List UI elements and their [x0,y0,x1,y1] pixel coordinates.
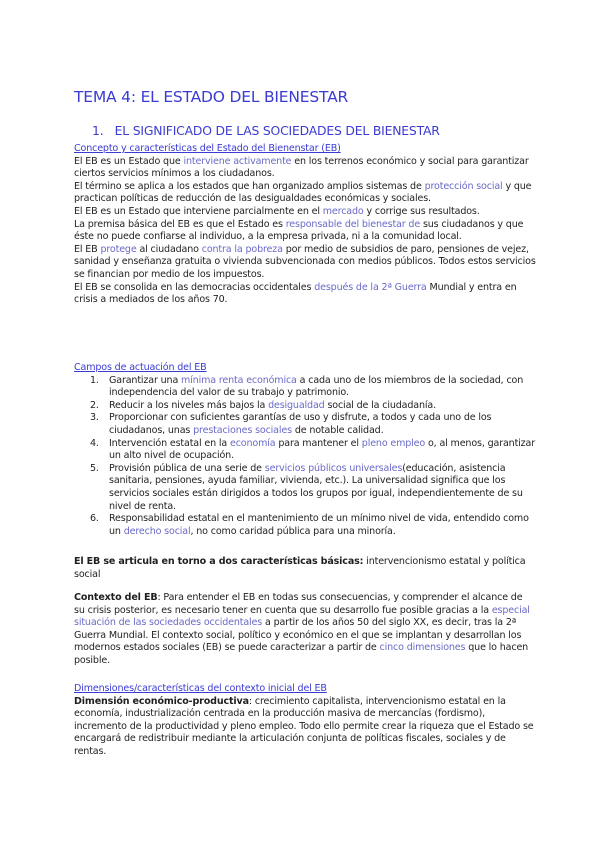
highlight: responsable del bienestar de [285,218,421,230]
section-heading [92,123,440,138]
concepto-paragraph-3: El EB es un Estado que interviene parcialmente en el mercado y corrige sus resultados. [74,205,480,217]
list-item: 5. Provisión pública de una serie de servicios públicos universales(educación, asistencia sanitaria, pensiones, ayuda familiar, vivienda, etc.). La universalidad significa que los servicios sociales están dirigidos a todos los grupos por igual, independientemente de su nivel de renta. [90,462,523,512]
highlight: protege [100,243,137,255]
campos-heading: Campos de actuación del EB [74,362,207,373]
campos-section [74,362,536,538]
concepto-paragraph-2: El término se aplica a los estados que han organizado amplios sistemas de protección social y que practican políticas de reducción de las desigualdades económicas y sociales. [74,180,532,205]
contexto-paragraph: Contexto del EB: Para entender el EB en todas sus consecuencias, y comprender el alcance de su crisis posterior, es necesario tener en cuenta que su desarrollo fue posible gracias a la especial situación de las sociedades occidentales a partir de los años 50 del siglo XX, es decir, tras la 2ª Guerra Mundial. El contexto social, político y económico en el que se implantan y desarrollan los modernos estados sociales (EB) se puede caracterizar a partir de cinco dimensiones que lo hacen posible. [74,592,530,666]
highlight: mercado [322,205,364,217]
highlight: después de la 2ª Guerra [314,281,427,293]
section-title: EL SIGNIFICADO DE LAS SOCIEDADES DEL BIENESTAR [114,123,440,138]
dimensiones-paragraph: Dimensión económico-productiva: crecimiento capitalista, intervencionismo estatal en la economía, industrialización centrada en la producción masiva de mercancías (fordismo), incremento de la productividad y pleno empleo. Todo ello permite crear la riqueza que el Estado se encargará de redistribuir mediante la articulación conjunta de políticas fiscales, sociales y de rentas. [74,695,534,757]
concepto-heading: Concepto y características del Estado del Bienenstar (EB) [74,143,341,154]
concepto-paragraph-4: La premisa básica del EB es que el Estado es responsable del bienestar de sus ciudadanos y que éste no puede confiarse al individuo, a la empresa privada, ni a la comunidad local. [74,218,524,243]
highlight: protección social [424,180,503,192]
list-item: 4. Intervención estatal en la economía para mantener el pleno empleo o, al menos, garantizar un alto nivel de ocupación. [90,437,536,462]
dimensiones-heading: Dimensiones/características del contexto inicial del EB [74,683,327,694]
page-title: TEMA 4: EL ESTADO DEL BIENESTAR [74,88,349,106]
list-item: 1. Garantizar una mínima renta económica a cada uno de los miembros de la sociedad, con independencia del valor de su trabajo y patrimonio. [90,374,524,399]
section-number: 1. [92,123,104,138]
highlight: interviene activamente [183,155,292,167]
concepto-paragraph-6: El EB se consolida en las democracias occidentales después de la 2ª Guerra Mundial y entra en crisis a mediados de los años 70. [74,281,517,306]
articula-paragraph: El EB se articula en torno a dos características básicas: intervencionismo estatal y política social [74,556,526,580]
highlight: contra la pobreza [201,243,283,255]
concepto-paragraph-5: El EB protege al ciudadano contra la pobreza por medio de subsidios de paro, pensiones de vejez, sanidad y enseñanza gratuita o vivienda subvencionada con medios públicos. Todos estos servicios se financian por medio de los impuestos. [74,243,536,280]
list-item: 2. Reducir a los niveles más bajos la desigualdad social de la ciudadanía. [90,399,436,411]
list-item: 3. Proporcionar con suficientes garantías de uso y disfrute, a todos y cada uno de los ciudadanos, unas prestaciones sociales de notable calidad. [90,412,492,436]
concepto-section [74,143,536,307]
list-item: 6. Responsabilidad estatal en el mantenimiento de un mínimo nivel de vida, entendido como un derecho social, no como caridad pública para una minoría. [90,513,529,537]
concepto-paragraph-1: El EB es un Estado que interviene activamente en los terrenos económico y social para garantizar ciertos servicios mínimos a los ciudadanos. [74,155,529,180]
dimensiones-section [74,683,536,759]
campos-list [74,375,536,539]
